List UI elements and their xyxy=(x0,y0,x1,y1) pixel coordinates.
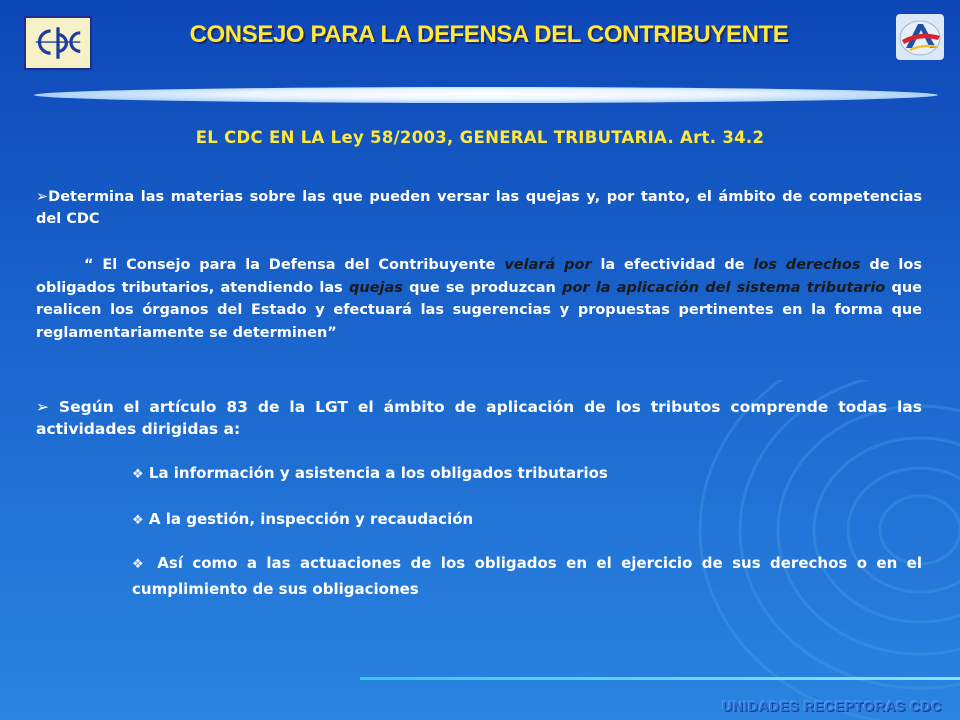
page-title: CONSEJO PARA LA DEFENSA DEL CONTRIBUYENTE xyxy=(189,21,789,48)
bullet-materias xyxy=(36,186,922,230)
cdc-logo-icon xyxy=(24,16,92,70)
quote-text: El Consejo para la Defensa del Contribuyente xyxy=(93,257,505,273)
arrow-bullet-icon: ➢ xyxy=(36,398,49,416)
subitem-text: Así como a las actuaciones de los obligados en el ejercicio de sus derechos o en el cumplimiento de sus obligaciones xyxy=(132,554,922,598)
subitem-text: La información y asistencia a los obligados tributarios xyxy=(148,464,608,482)
quote-text: de los obligados tributarios, atendiendo las xyxy=(36,257,922,296)
footer-label: UNIDADES RECEPTORAS CDC xyxy=(722,698,942,714)
footer-divider xyxy=(360,677,960,680)
diamond-bullet-icon: ❖ xyxy=(132,467,144,482)
diamond-bullet-icon: ❖ xyxy=(132,557,148,572)
bullet-articulo-83 xyxy=(36,396,922,440)
bullet-text: Determina las materias sobre las que pueden versar las quejas y, por tanto, el ámbito de competencias del CDC xyxy=(36,189,922,227)
quote-open-mark: “ xyxy=(84,257,94,273)
section-title: EL CDC EN LA Ley 58/2003, GENERAL TRIBUTARIA. Art. 34.2 xyxy=(195,128,765,147)
header-divider xyxy=(34,87,938,103)
diamond-bullet-icon: ❖ xyxy=(132,513,144,528)
quote-text: que realicen los órganos del Estado y efectuará las sugerencias y propuestas pertinentes en la forma que reglamentariamente se determinen xyxy=(36,279,922,341)
subitem-actuaciones xyxy=(132,551,922,601)
quote-text: la efectividad de xyxy=(591,257,754,273)
quote-highlight: quejas xyxy=(349,279,403,296)
quote-article xyxy=(36,254,922,344)
quote-highlight: velará por xyxy=(504,257,592,273)
quote-text: que se produzcan xyxy=(402,279,563,296)
arrow-bullet-icon: ➢ xyxy=(36,189,49,205)
quote-close-mark: ” xyxy=(327,324,337,341)
subitem-informacion xyxy=(132,461,922,487)
subitem-gestion xyxy=(132,507,922,533)
quote-highlight: los derechos xyxy=(753,257,861,273)
bullet-text: Según el artículo 83 de la LGT el ámbito de aplicación de los tributos comprende todas las actividades dirigidas a: xyxy=(36,398,922,438)
quote-highlight: por la aplicación del sistema tributario xyxy=(562,279,886,296)
agencia-tributaria-logo-icon xyxy=(896,14,944,60)
subitem-text: A la gestión, inspección y recaudación xyxy=(148,510,474,528)
